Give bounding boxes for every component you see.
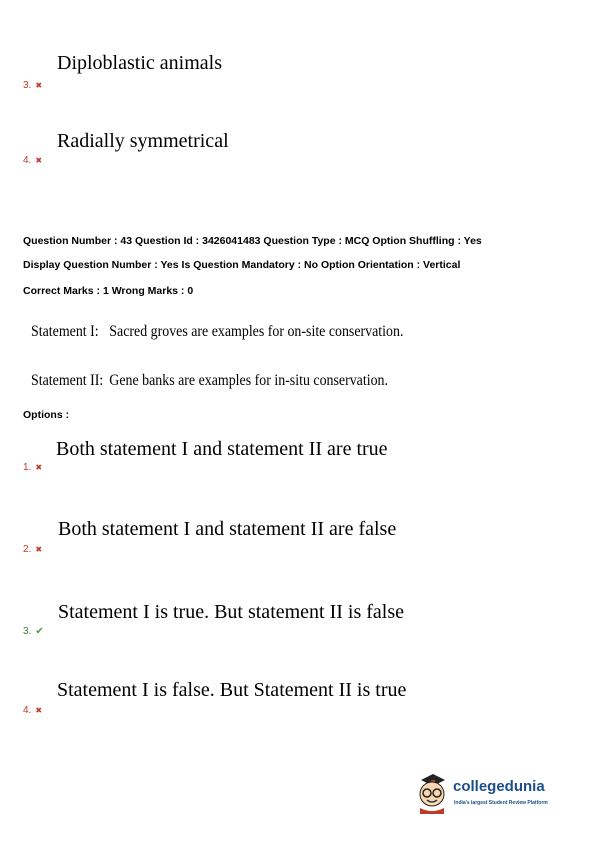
option-text: Both statement I and statement II are true	[56, 438, 388, 460]
option-text: Statement I is false. But Statement II is true	[57, 679, 407, 701]
logo-tagline: India's largest Student Review Platform	[454, 800, 548, 806]
question-meta-line: Display Question Number : Yes Is Question Mandatory : No Option Orientation : Vertical	[23, 259, 461, 271]
option-number-label: 1.	[23, 462, 32, 473]
check-icon: ✔	[35, 626, 44, 637]
option-number	[23, 155, 42, 166]
option-number	[23, 544, 42, 555]
wrong-icon: ✖	[35, 156, 43, 165]
option-text: Statement I is true. But statement II is false	[58, 601, 405, 623]
option-number	[23, 80, 42, 91]
question-marks-line: Correct Marks : 1 Wrong Marks : 0	[23, 285, 194, 297]
wrong-icon: ✖	[35, 463, 43, 472]
collegedunia-logo	[413, 770, 563, 814]
option-number	[23, 705, 42, 716]
wrong-icon: ✖	[35, 81, 43, 90]
option-text: Diploblastic animals	[57, 52, 222, 74]
statement-1	[31, 323, 403, 341]
option-number-label: 4.	[23, 155, 32, 166]
mascot-icon	[413, 770, 451, 814]
option-number-label: 3.	[23, 80, 32, 91]
statement-text: Sacred groves are examples for on-site conservation.	[109, 323, 404, 340]
question-meta-line: Question Number : 43 Question Id : 3426041483 Question Type : MCQ Option Shuffling : Yes	[23, 235, 482, 247]
option-text: Both statement I and statement II are false	[58, 518, 397, 540]
option-number-label: 3.	[23, 626, 32, 637]
option-number-label: 2.	[23, 544, 32, 555]
wrong-icon: ✖	[35, 706, 43, 715]
options-heading: Options :	[23, 409, 70, 421]
option-number	[23, 462, 42, 473]
statement-label: Statement II:	[31, 372, 104, 389]
statement-label: Statement I:	[31, 323, 99, 340]
logo-brand-name: collegedunia	[453, 778, 545, 795]
option-number	[23, 626, 44, 637]
statement-text: Gene banks are examples for in-situ conservation.	[109, 372, 388, 389]
statement-2	[31, 372, 388, 390]
option-text: Radially symmetrical	[57, 130, 229, 152]
option-number-label: 4.	[23, 705, 32, 716]
wrong-icon: ✖	[35, 545, 43, 554]
